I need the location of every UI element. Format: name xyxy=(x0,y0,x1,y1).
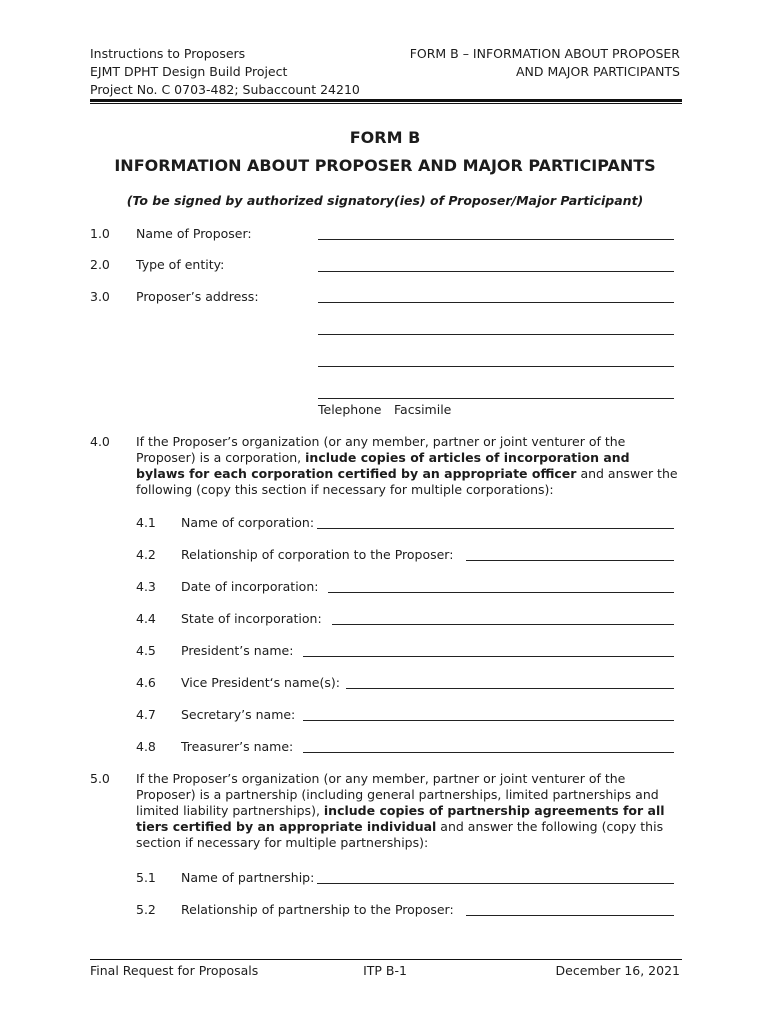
subitem-number: 4.8 xyxy=(136,739,156,754)
subitem-number: 4.7 xyxy=(136,707,156,722)
telephone-facsimile-field[interactable] xyxy=(318,398,674,399)
section-number: 4.0 xyxy=(90,434,110,449)
item-label: Type of entity: xyxy=(136,257,225,272)
subitem-label: Treasurer’s name: xyxy=(181,739,294,754)
partnership-relationship-field[interactable] xyxy=(466,915,674,916)
subitem-label: Name of corporation: xyxy=(181,515,315,530)
subitem-label: Date of incorporation: xyxy=(181,579,319,594)
vice-president-name-field[interactable] xyxy=(346,688,674,689)
header-left-line1: Instructions to Proposers xyxy=(90,46,246,61)
item-number: 1.0 xyxy=(90,226,110,241)
section5-text-a: If the Proposer’s organization (or any member, partner or joint venturer of the Proposer) is a partnership (including general partnerships, limited partnerships and limited liability partnerships), xyxy=(136,771,659,818)
subitem-number: 4.6 xyxy=(136,675,156,690)
subitem-label: Relationship of corporation to the Proposer: xyxy=(181,547,454,562)
corporation-name-field[interactable] xyxy=(317,528,674,529)
incorporation-state-field[interactable] xyxy=(332,624,674,625)
header-right-line2: AND MAJOR PARTICIPANTS xyxy=(515,64,680,79)
item-label: Proposer’s address: xyxy=(136,289,259,304)
subitem-number: 5.1 xyxy=(136,870,156,885)
section4-text-bold: include copies of articles of incorporation and bylaws for each corporation certified by an appropriate officer xyxy=(136,450,630,481)
subitem-label: Vice President‘s name(s): xyxy=(181,675,340,690)
subitem-number: 5.2 xyxy=(136,902,156,917)
partnership-name-field[interactable] xyxy=(317,883,674,884)
item-number: 2.0 xyxy=(90,257,110,272)
subitem-label: Secretary’s name: xyxy=(181,707,296,722)
header-rule-thick xyxy=(90,99,682,102)
facsimile-label: Facsimile xyxy=(394,402,452,417)
subitem-label: Relationship of partnership to the Proposer: xyxy=(181,902,454,917)
proposer-name-field[interactable] xyxy=(318,239,674,240)
page-title: INFORMATION ABOUT PROPOSER AND MAJOR PARTICIPANTS xyxy=(114,156,656,175)
footer-page-number: ITP B-1 xyxy=(363,963,407,978)
secretary-name-field[interactable] xyxy=(303,720,674,721)
footer-rule xyxy=(90,959,682,960)
item-label: Name of Proposer: xyxy=(136,226,252,241)
corporation-relationship-field[interactable] xyxy=(466,560,674,561)
address-field-line-3[interactable] xyxy=(318,366,674,367)
section5-text-bold: include copies of partnership agreements for all tiers certified by an appropriate individual xyxy=(136,803,665,834)
section5-paragraph xyxy=(136,771,681,851)
item-number: 3.0 xyxy=(90,289,110,304)
header-left-line3: Project No. C 0703-482; Subaccount 24210 xyxy=(90,82,360,97)
subitem-label: President’s name: xyxy=(181,643,294,658)
signature-note: (To be signed by authorized signatory(ies) of Proposer/Major Participant) xyxy=(126,193,644,208)
footer-date: December 16, 2021 xyxy=(555,963,680,978)
subitem-number: 4.4 xyxy=(136,611,156,626)
section4-paragraph xyxy=(136,434,681,498)
header-rule-thin xyxy=(90,103,682,104)
section5-text-b: and answer the following (copy this section if necessary for multiple partnerships): xyxy=(136,819,664,850)
entity-type-field[interactable] xyxy=(318,271,674,272)
section4-text-b: and answer the following (copy this section if necessary for multiple corporations): xyxy=(136,466,678,497)
subitem-label: Name of partnership: xyxy=(181,870,315,885)
president-name-field[interactable] xyxy=(303,656,674,657)
header-left-line2: EJMT DPHT Design Build Project xyxy=(90,64,288,79)
subitem-number: 4.3 xyxy=(136,579,156,594)
subitem-number: 4.1 xyxy=(136,515,156,530)
subitem-number: 4.2 xyxy=(136,547,156,562)
section-number: 5.0 xyxy=(90,771,110,786)
form-label: FORM B xyxy=(349,128,421,147)
section4-text-a: If the Proposer’s organization (or any member, partner or joint venturer of the Proposer) is a corporation, xyxy=(136,434,626,465)
subitem-label: State of incorporation: xyxy=(181,611,322,626)
subitem-number: 4.5 xyxy=(136,643,156,658)
address-field-line-2[interactable] xyxy=(318,334,674,335)
footer-left: Final Request for Proposals xyxy=(90,963,259,978)
treasurer-name-field[interactable] xyxy=(303,752,674,753)
telephone-label: Telephone xyxy=(318,402,382,417)
incorporation-date-field[interactable] xyxy=(328,592,674,593)
address-field-line-1[interactable] xyxy=(318,302,674,303)
header-right-line1: FORM B – INFORMATION ABOUT PROPOSER xyxy=(409,46,680,61)
